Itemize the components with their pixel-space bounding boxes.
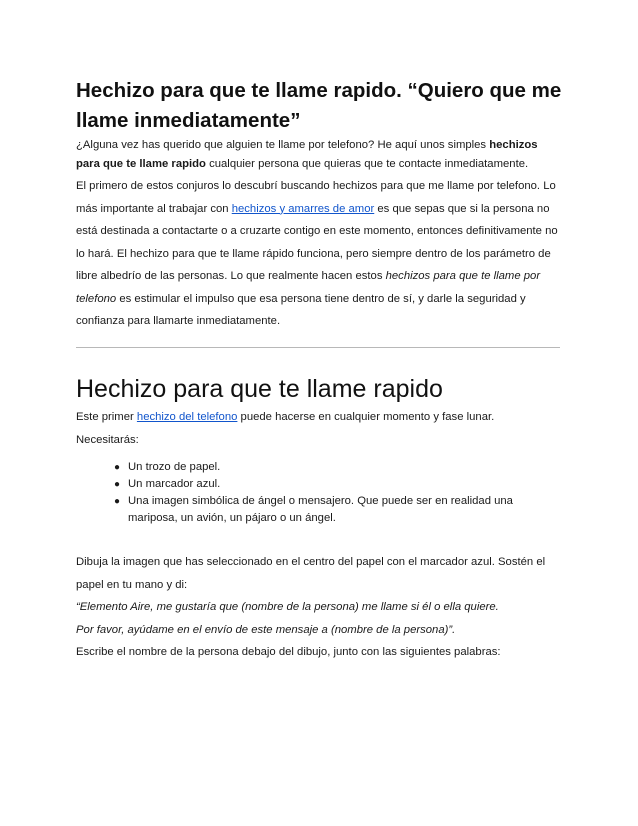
- section-heading: Hechizo para que te llame rapido: [76, 375, 443, 403]
- list-item: [76, 493, 562, 527]
- section-hechizo: [76, 372, 562, 664]
- paragraph-2: [76, 175, 562, 333]
- materials-list: [76, 459, 562, 527]
- bullet-icon: ●: [114, 462, 121, 473]
- quote-line-2-text: Por favor, ayúdame en el envío de este mensaje a (nombre de la persona)”.: [76, 623, 456, 636]
- section-paragraph-2: Dibuja la imagen que has seleccionado en el centro del papel con el marcador azul. Sostén el papel en tu mano y di:: [76, 556, 546, 591]
- paragraph-2-italic: hechizos para que te llame por telefono: [76, 270, 541, 305]
- intro-paragraph: [76, 136, 562, 174]
- paragraph-2-text-2: es que sepas que si la persona no está destinada a contactarte o a cruzarte contigo en este momento, entonces definitivamente no lo hará. El hechizo para que te llame rápido funciona, pero siempre dentro de los parámetro de libre albedrío de las personas. Lo que realmente hacen estos: [76, 202, 558, 282]
- intro-text-1: ¿Alguna vez has querido que alguien te llame por telefono? He aquí unos simples: [76, 139, 490, 151]
- article-intro: [76, 76, 562, 333]
- intro-text-2: cualquier persona que quieras que te contacte inmediatamente.: [205, 158, 529, 170]
- hechizos-amarres-link[interactable]: hechizos y amarres de amor: [231, 202, 375, 215]
- quote-line-1: [76, 596, 562, 619]
- quote-line-2: [76, 619, 562, 642]
- section-p1-text-2: puede hacerse en cualquier momento y fase lunar.: [237, 411, 495, 423]
- list-item-text: Una imagen simbólica de ángel o mensajero. Que puede ser en realidad una mariposa, un avión, un pájaro o un ángel.: [128, 495, 513, 524]
- bullet-icon: ●: [114, 496, 121, 507]
- page-title: Hechizo para que te llame rapido. “Quiero que me llame inmediatamente”: [76, 79, 562, 132]
- list-item: [76, 459, 562, 476]
- quote-line-1-text: “Elemento Aire, me gustaría que (nombre de la persona) me llame si él o ella quiere.: [76, 601, 499, 613]
- list-item-text: Un marcador azul.: [128, 478, 221, 490]
- paragraph-2-text-3: es estimular el impulso que esa persona tiene dentro de sí, y darle la seguridad y confianza para llamarte inmediatamente.: [76, 292, 526, 327]
- section-p1-text-1: Este primer: [76, 411, 137, 423]
- section-paragraph-1: [76, 406, 562, 429]
- bullet-icon: ●: [114, 479, 121, 490]
- list-item: [76, 476, 562, 493]
- section-paragraph-3: Escribe el nombre de la persona debajo del dibujo, junto con las siguientes palabras:: [76, 646, 501, 658]
- intro-bold-keyword: hechizos para que te llame rapido: [76, 139, 538, 170]
- paragraph-2-text-1: El primero de estos conjuros lo descubrí buscando hechizos para que me llame por telefono. Lo más importante al trabajar con: [76, 180, 556, 215]
- needs-label: Necesitarás:: [76, 433, 139, 446]
- list-item-text: Un trozo de papel.: [128, 461, 221, 473]
- hechizo-telefono-link[interactable]: hechizo del telefono: [136, 411, 238, 423]
- section-divider: [76, 347, 560, 348]
